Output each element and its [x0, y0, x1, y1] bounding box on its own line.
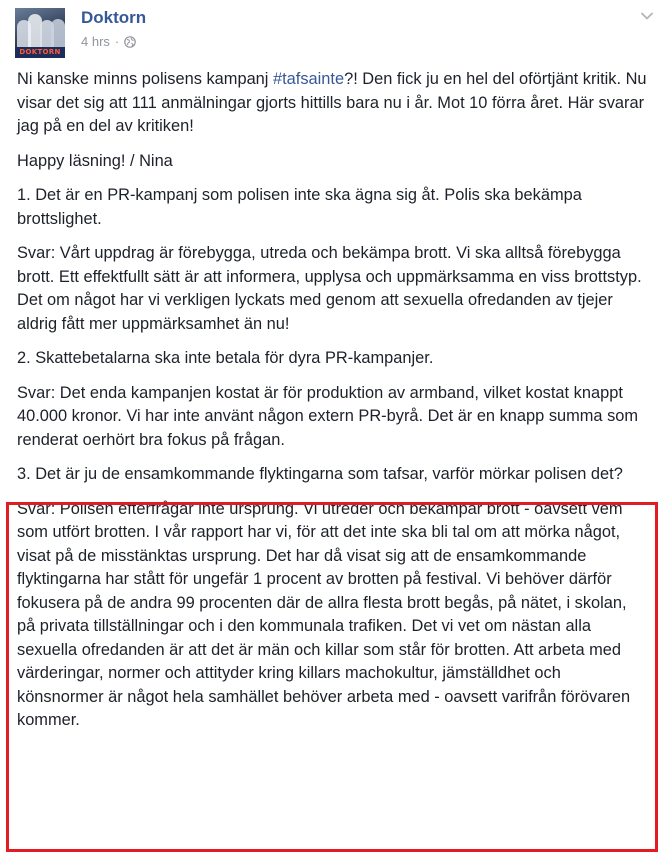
globe-icon[interactable] [124, 36, 136, 48]
chevron-down-icon[interactable] [639, 8, 655, 24]
post-header [15, 8, 655, 58]
question-1: 1. Det är en PR-kampanj som polisen inte ska ägna sig åt. Polis ska bekämpa brottslighet. [17, 186, 582, 228]
avatar-figure [51, 19, 65, 49]
intro-text-after: ?! Den fick ju en hel del oförtjänt kritik. Nu visar det sig att 111 anmälningar gjorts hittills bara nu i år. Mot 10 förra året. Här svarar jag på en del av kritiken! [17, 70, 647, 135]
post-meta [81, 34, 136, 50]
intro-text-before: Ni kanske minns polisens kampanj [17, 70, 273, 88]
avatar-logo-banner: DOKTORN [15, 47, 65, 58]
meta-separator: · [114, 34, 120, 49]
answer-2: Svar: Det enda kampanjen kostat är för produktion av armband, vilket kostat knappt 40.000 kronor. Vi har inte använt någon extern PR-byrå. Det är en knapp summa som renderat oerhört bra fokus på frågan. [17, 383, 639, 449]
author-name[interactable]: Doktorn [81, 8, 147, 27]
answer-1: Svar: Vårt uppdrag är förebygga, utreda och bekämpa brott. Vi ska alltså förebygga brott. Ett effektfullt sätt är att informera, upplysa och uppmärksamma en viss brottstyp. Det om något har vi verkligen lyckats med genom att sexuella ofredanden av tjejer aldrig fått mer uppmärksamhet än nu! [17, 244, 642, 333]
answer-3: Svar: Polisen efterfrågar inte ursprung. Vi utreder och bekämpar brott - oavsett vem som utfört brotten. I vår rapport har vi, för att det inte ska bli tal om att mörka något, visat på de misstänktas ursprung. Det har då visat sig att de ensamkommande flyktingarna har stått för ungefär 1 procent av brotten på festival. Vi behöver därför fokusera på de andra 99 procenten där de allra flesta brott begås, på nätet, i skolan, på privata tillställningar och i den kommunala trafiken. Det vi vet om nästan alla sexuella ofredanden är att det är män och killar som står för brotten. Att arbeta med värderingar, normer och attityder kring killars machokultur, jämställdhet och könsnormer är något hela samhället behöver arbeta med - oavsett varifrån förövaren kommer. [17, 499, 631, 729]
hashtag-link[interactable]: #tafsainte [273, 70, 345, 88]
question-3: 3. Det är ju de ensamkommande flyktingarna som tafsar, varför mörkar polisen det? [17, 465, 623, 483]
intro-paragraph [17, 68, 647, 139]
greeting: Happy läsning! / Nina [17, 151, 173, 170]
highlight-box [6, 502, 658, 852]
avatar[interactable] [15, 8, 65, 58]
question-2: 2. Skattebetalarna ska inte betala för dyra PR-kampanjer. [17, 349, 434, 367]
timestamp[interactable]: 4 hrs [81, 34, 110, 49]
